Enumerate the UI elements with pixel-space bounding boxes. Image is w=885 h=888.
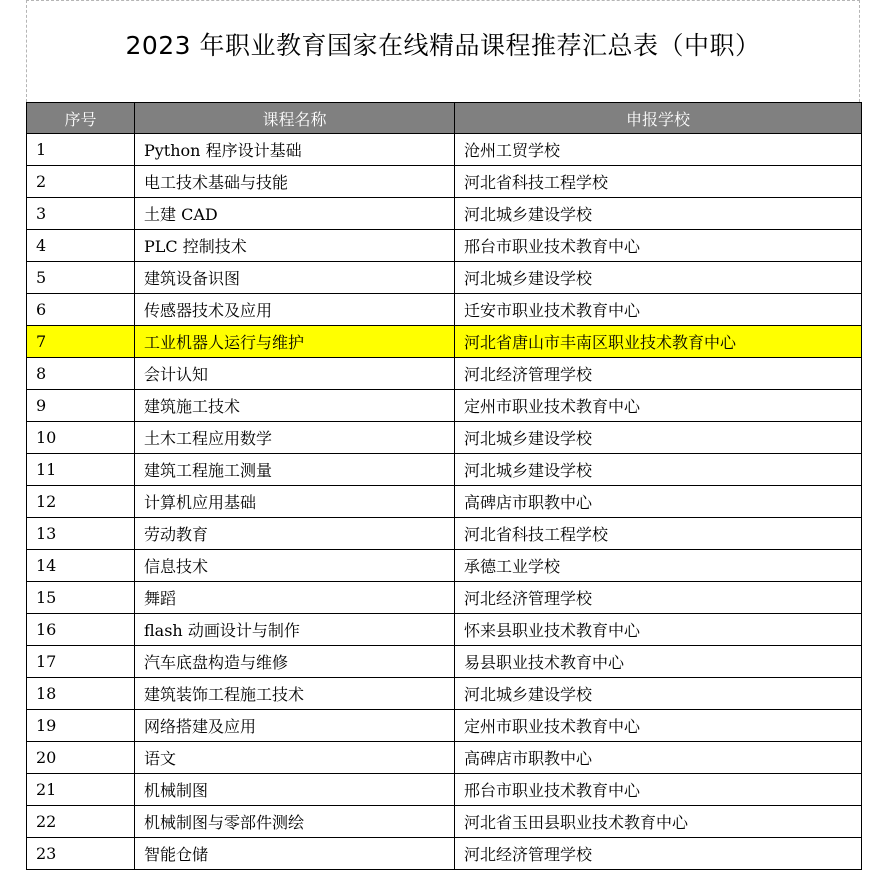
table-row [27,774,862,806]
cell-course: Python 程序设计基础 [135,134,455,166]
cell-school: 易县职业技术教育中心 [455,646,862,678]
cell-no: 5 [27,262,135,294]
cell-no: 7 [27,326,135,358]
cell-school: 河北城乡建设学校 [455,198,862,230]
cell-no: 4 [27,230,135,262]
table-row [27,614,862,646]
cell-no: 13 [27,518,135,550]
cell-school: 承德工业学校 [455,550,862,582]
table-row [27,806,862,838]
cell-course: 智能仓储 [135,838,455,870]
cell-course: 汽车底盘构造与维修 [135,646,455,678]
table-row [27,518,862,550]
cell-no: 6 [27,294,135,326]
sheet-border-top [26,0,860,1]
cell-school: 河北经济管理学校 [455,838,862,870]
cell-school: 河北经济管理学校 [455,582,862,614]
cell-course: 语文 [135,742,455,774]
cell-school: 河北省科技工程学校 [455,166,862,198]
cell-no: 15 [27,582,135,614]
cell-no: 19 [27,710,135,742]
cell-school: 河北省唐山市丰南区职业技术教育中心 [455,326,862,358]
cell-course: 舞蹈 [135,582,455,614]
cell-course: 机械制图与零部件测绘 [135,806,455,838]
cell-course: 机械制图 [135,774,455,806]
cell-no: 21 [27,774,135,806]
cell-course: 信息技术 [135,550,455,582]
cell-course: 建筑设备识图 [135,262,455,294]
cell-no: 1 [27,134,135,166]
header-course: 课程名称 [135,103,455,134]
cell-no: 17 [27,646,135,678]
cell-course: 劳动教育 [135,518,455,550]
cell-course: 建筑工程施工测量 [135,454,455,486]
cell-school: 邢台市职业技术教育中心 [455,230,862,262]
cell-no: 8 [27,358,135,390]
table-row [27,294,862,326]
cell-school: 沧州工贸学校 [455,134,862,166]
cell-school: 高碑店市职教中心 [455,486,862,518]
table-row [27,166,862,198]
cell-course: PLC 控制技术 [135,230,455,262]
cell-course: 传感器技术及应用 [135,294,455,326]
cell-school: 邢台市职业技术教育中心 [455,774,862,806]
table-row [27,198,862,230]
cell-school: 高碑店市职教中心 [455,742,862,774]
table-row [27,390,862,422]
cell-no: 20 [27,742,135,774]
table-row [27,742,862,774]
cell-no: 9 [27,390,135,422]
cell-school: 迁安市职业技术教育中心 [455,294,862,326]
cell-course: 计算机应用基础 [135,486,455,518]
cell-course: flash 动画设计与制作 [135,614,455,646]
cell-no: 18 [27,678,135,710]
course-table [26,102,862,870]
cell-school: 河北城乡建设学校 [455,262,862,294]
cell-no: 23 [27,838,135,870]
cell-school: 河北省玉田县职业技术教育中心 [455,806,862,838]
table-row [27,582,862,614]
header-no: 序号 [27,103,135,134]
table-row [27,326,862,358]
table-row [27,358,862,390]
cell-no: 11 [27,454,135,486]
cell-course: 建筑装饰工程施工技术 [135,678,455,710]
cell-school: 定州市职业技术教育中心 [455,390,862,422]
cell-course: 土木工程应用数学 [135,422,455,454]
table-row [27,678,862,710]
table-row [27,550,862,582]
table-row [27,262,862,294]
cell-no: 2 [27,166,135,198]
cell-school: 怀来县职业技术教育中心 [455,614,862,646]
cell-school: 河北城乡建设学校 [455,678,862,710]
cell-school: 河北城乡建设学校 [455,454,862,486]
table-row [27,454,862,486]
table-row [27,134,862,166]
cell-course: 工业机器人运行与维护 [135,326,455,358]
cell-course: 网络搭建及应用 [135,710,455,742]
cell-school: 河北省科技工程学校 [455,518,862,550]
table-row [27,486,862,518]
cell-course: 建筑施工技术 [135,390,455,422]
table-row [27,710,862,742]
cell-school: 河北经济管理学校 [455,358,862,390]
cell-no: 10 [27,422,135,454]
cell-no: 16 [27,614,135,646]
table-row [27,230,862,262]
table-header-row [27,103,862,134]
table-row [27,422,862,454]
cell-no: 22 [27,806,135,838]
page-title: 2023 年职业教育国家在线精品课程推荐汇总表（中职） [125,31,761,60]
cell-course: 会计认知 [135,358,455,390]
cell-school: 河北城乡建设学校 [455,422,862,454]
cell-school: 定州市职业技术教育中心 [455,710,862,742]
table-row [27,646,862,678]
cell-course: 土建 CAD [135,198,455,230]
table-row [27,838,862,870]
table-body [27,134,862,870]
header-school: 申报学校 [455,103,862,134]
cell-course: 电工技术基础与技能 [135,166,455,198]
cell-no: 12 [27,486,135,518]
cell-no: 3 [27,198,135,230]
cell-no: 14 [27,550,135,582]
